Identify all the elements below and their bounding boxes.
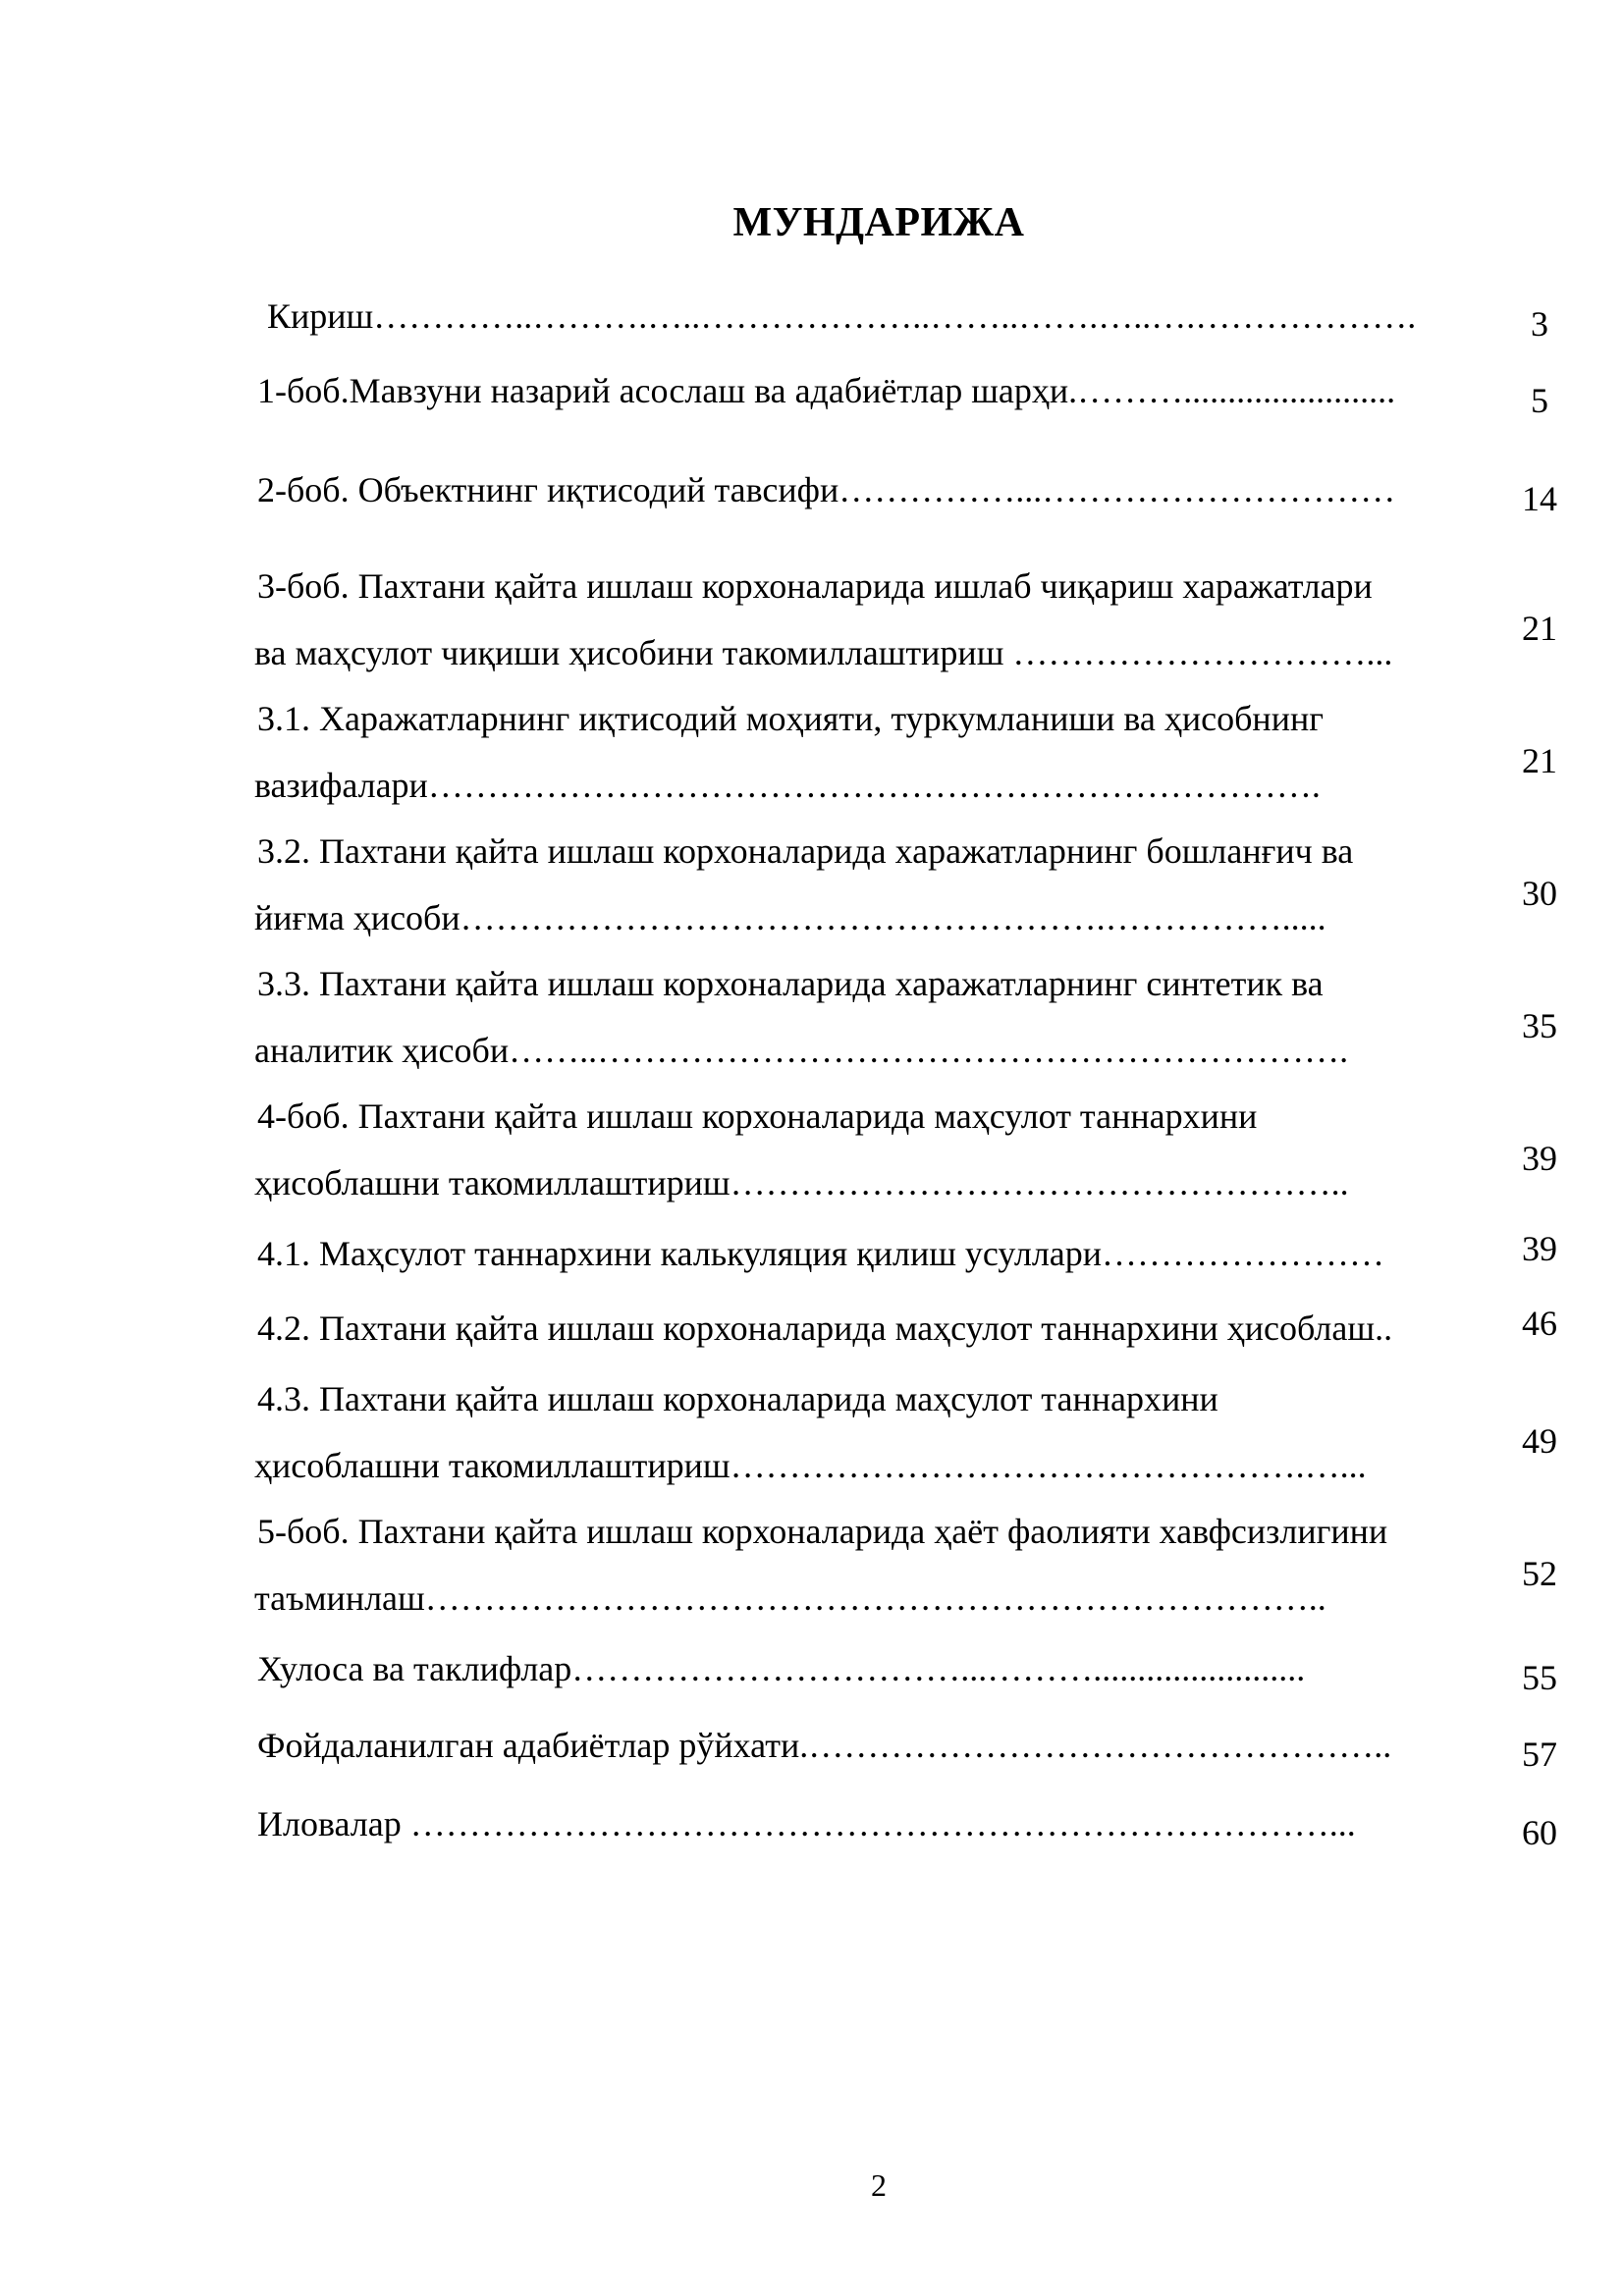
toc-entry-title: 4.3. Пахтани қайта ишлаш корхоналарида маҳсулот таннархини: [257, 1379, 1218, 1418]
toc-entry-page: 14: [1522, 479, 1557, 518]
toc-entry-title: 4.2. Пахтани қайта ишлаш корхоналарида маҳсулот таннархини ҳисоблаш..: [257, 1308, 1393, 1348]
toc-entry-title: 5-боб. Пахтани қайта ишлаш корхоналарида ҳаёт фаолияти хавфсизлигини: [257, 1512, 1388, 1551]
toc-entry-title-continuation: таъминлаш…………………………………………………………………..: [254, 1578, 1326, 1618]
toc-entry-title-continuation: аналитик ҳисоби……..……………………………………………………….: [254, 1031, 1349, 1070]
page-number: 2: [871, 2167, 887, 2203]
toc-entry-title-continuation: ҳисоблашни такомиллаштириш………………………………………….…...: [254, 1446, 1367, 1485]
toc-entry-title: 4.1. Маҳсулот таннархини калькуляция қилиш усуллари……………………: [257, 1234, 1385, 1273]
toc-entry-title: 3.2. Пахтани қайта ишлаш корхоналарида харажатларнинг бошланғич ва: [257, 831, 1354, 871]
toc-entry-page: 21: [1522, 741, 1557, 780]
toc-entry-title: 2-боб. Объектнинг иқтисодий тавсифи……………...…………………………: [257, 470, 1396, 509]
toc-entry-title-continuation: ва маҳсулот чиқиши ҳисобини такомиллаштириш …………………………...: [254, 633, 1393, 672]
toc-entry-page: 5: [1531, 381, 1548, 420]
toc-entry-title: 3-боб. Пахтани қайта ишлаш корхоналарида ишлаб чиқариш харажатлари: [257, 566, 1373, 606]
toc-entry-title: 4-боб. Пахтани қайта ишлаш корхоналарида маҳсулот таннархини: [257, 1096, 1258, 1136]
toc-entry-title: 3.3. Пахтани қайта ишлаш корхоналарида харажатларнинг синтетик ва: [257, 964, 1324, 1003]
toc-entry-page: 46: [1522, 1304, 1557, 1343]
toc-entry-title-continuation: вазифалари………………………………………………………………….: [254, 766, 1321, 805]
toc-entry-page: 57: [1522, 1735, 1557, 1774]
toc-entry-page: 39: [1522, 1139, 1557, 1178]
toc-entry-page: 30: [1522, 874, 1557, 913]
toc-entry-page: 21: [1522, 609, 1557, 648]
toc-entry-page: 60: [1522, 1813, 1557, 1852]
toc-entry-title: Кириш…………..……….…..………………..……..…….…..….……………….: [267, 296, 1417, 336]
toc-entry-page: 55: [1522, 1658, 1557, 1697]
toc-entry-title: 1-боб.Мавзуни назарий асослаш ва адабиётлар шарҳи.………........................: [257, 371, 1396, 410]
toc-entry-title: 3.1. Харажатларнинг иқтисодий моҳияти, туркумланиши ва ҳисобнинг: [257, 699, 1324, 738]
toc-entry-page: 52: [1522, 1554, 1557, 1593]
toc-entry-page: 3: [1531, 304, 1548, 344]
toc-entry-title: Иловалар ……………………………………………………………………...: [257, 1804, 1356, 1843]
toc-entry-page: 49: [1522, 1421, 1557, 1461]
page-title: МУНДАРИЖА: [732, 200, 1025, 245]
toc-entry-page: 35: [1522, 1006, 1557, 1045]
toc-entry-title: Хулоса ва таклифлар……………………………...………........................: [257, 1649, 1306, 1688]
toc-entry-page: 39: [1522, 1229, 1557, 1268]
toc-entry-title-continuation: ҳисоблашни такомиллаштириш……………………………………………..: [254, 1163, 1349, 1202]
toc-entry-title: Фойдаланилган адабиётлар рўйхати.…………………………………………..: [257, 1726, 1392, 1765]
toc-entry-title-continuation: йиғма ҳисоби……………………………………………….…………….....: [254, 898, 1326, 937]
